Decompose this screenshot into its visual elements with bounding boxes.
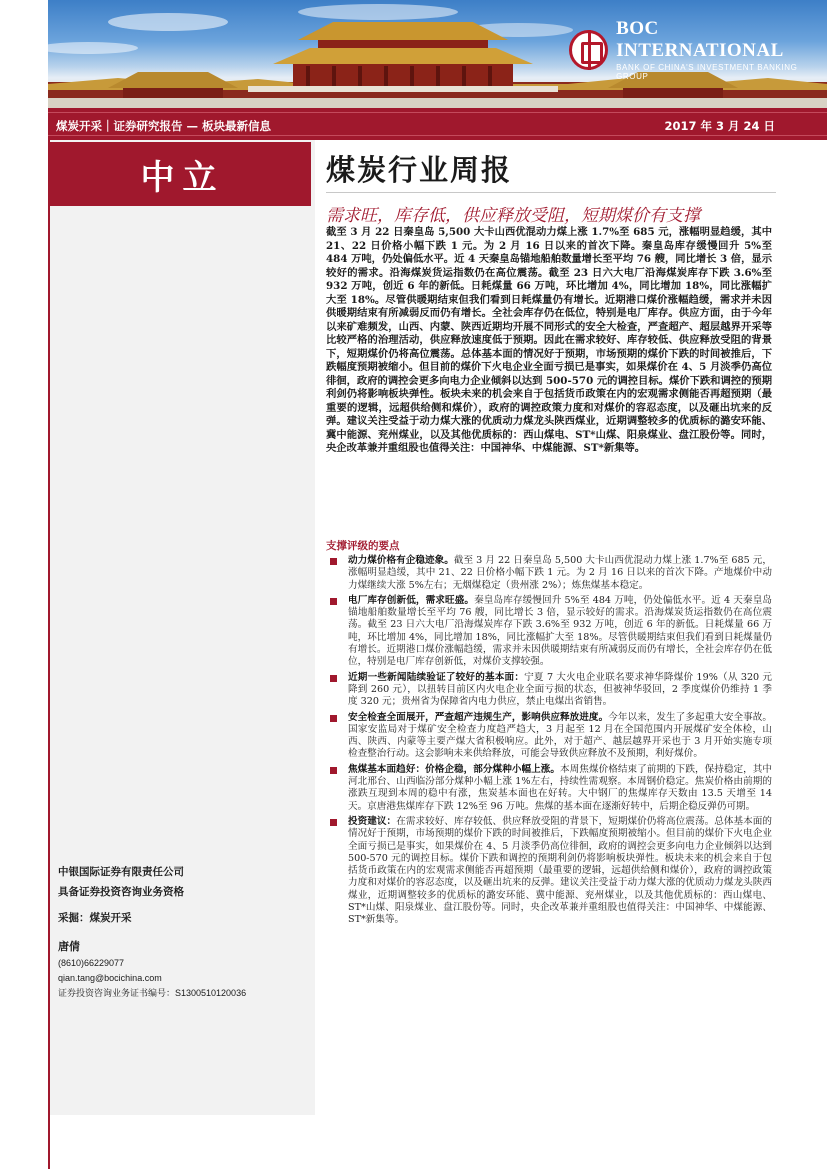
list-item (330, 672, 772, 709)
points-heading: 支撑评级的要点 (326, 540, 400, 552)
analyst-license: 证券投资咨询业务证书编号：S1300510120036 (58, 988, 247, 998)
list-item (330, 816, 772, 927)
boc-logo-icon (569, 30, 608, 70)
point-text: 在需求较好、库存较低、供应释放受阻的背景下，短期煤价仍将高位震荡。总体基本面的情况好于预期，市场预期的煤价下跌的时间被推后，下跌幅度预期被缩小。但目前的煤价下火电企业全面亏损已是事实，如果煤价在 4、5 月淡季仍高位徘徊，政府的调控会更多向电力企业倾斜以达到 500-570 元的调控目标。煤价下跌和调控的预期利剑仍将影响板块弹性。板块未来的机会来自于包括货币政策在内的宏观需求侧能否再超预期（最重要的逻辑，远超供给侧和煤价），政府的调控政策力度和对煤价的容忍态度，以及砸出坑来的反弹。建议关注受益于动力煤大涨的优质动力煤龙头陕西煤业，近期调整较多的优质标的潞安环能、冀中能源、兖州煤业，以及其他优质标的：西山煤电、ST*山煤、阳泉煤业、盘江股份等。同时，央企改革兼并重组股也值得关注：中国神华、中煤能源、ST*新集等。 (348, 815, 772, 926)
page-title: 煤炭行业周报 (326, 153, 513, 187)
point-title: 焦煤基本面趋好：价格企稳，部分煤种小幅上涨。 (348, 763, 561, 775)
list-item (330, 764, 772, 813)
report-date: 2017 年 3 月 24 日 (664, 119, 775, 133)
rating-label: 中立 (140, 158, 225, 198)
square-bullet-icon (330, 819, 337, 826)
square-bullet-icon (330, 675, 337, 682)
analyst-email[interactable]: qian.tang@bocichina.com (58, 973, 162, 983)
report-section-title: 煤炭开采｜证券研究报告 — 板块最新信息 (56, 119, 272, 133)
point-text: 今年以来，发生了多起重大安全事故。国家安监局对于煤矿安全检查力度趋严趋大，3 月起至 12 月在全国范围内开展煤矿安全体检，山西、陕西、内蒙等主要产煤大省积极响应。此外，对于超产、越层越界开采也于 3 月开始实施专项检查整治行动。这会影响未来供给释放，可能会导致供应释放不及预期，利好煤价。 (348, 711, 773, 760)
point-title: 动力煤价格有企稳迹象。 (348, 555, 454, 566)
square-bullet-icon (330, 598, 337, 605)
point-text: 秦皇岛库存缓慢回升 5%至 484 万吨，仍处偏低水平。近 4 天秦皇岛锚地船舶数量增长至平均 76 艘，同比增长 3 倍，显示较好的需求。沿海煤炭货运指数仍在高位震荡。截至 23 日六大电厂沿海煤炭库存下跌 3.6%至 932 万吨，创近 6 年的新低。日耗煤量 66 万吨，环比增加 4%，同比增加 18%，同比涨幅扩大至 18%。尽管供暖期结束但我们看到日耗煤量仍有增长。近期港口煤价涨幅趋缓，需求并未因供暖期结束有所减弱反而仍有增长，全社会库存仍在低位，特别是电厂库存创新低，对煤价支撑较强。 (348, 594, 772, 668)
analyst-phone: (8610)66229077 (58, 958, 125, 968)
key-points-list (330, 555, 772, 930)
point-text: 截至 3 月 22 日秦皇岛 5,500 大卡山西优混动力煤上涨 1.7%至 685 元，涨幅明显趋缓，其中 21、22 日价格小幅下跌 1 元。为 2 月 16 日以来的首次下降。产地煤价中动力煤继续大涨 5%左右；无烟煤稳定（贵州涨 2%）；炼焦煤基本稳定。 (348, 555, 772, 591)
logo-title: BOC INTERNATIONAL (616, 18, 784, 61)
analyst-contact (58, 956, 246, 1001)
list-item (330, 595, 772, 669)
list-item (330, 555, 772, 592)
square-bullet-icon (330, 715, 337, 722)
company-qualification: 具备证券投资咨询业务资格 (58, 886, 184, 898)
square-bullet-icon (330, 767, 337, 774)
title-divider (326, 192, 776, 193)
list-item (330, 712, 772, 761)
point-title: 投资建议： (348, 815, 397, 827)
company-info (58, 862, 184, 902)
summary-paragraph: 截至 3 月 22 日秦皇岛 5,500 大卡山西优混动力煤上涨 1.7%至 685 元，涨幅明显趋缓，其中 21、22 日价格小幅下跌 1 元。为 2 月 16 日以来的首次下降。秦皇岛库存缓慢回升 5%至 484 万吨，仍处偏低水平。近 4 天秦皇岛锚地船舶数量增长至平均 76 艘，同比增长 3 倍，显示较好的需求。沿海煤炭货运指数仍在高位震荡。截至 23 日六大电厂沿海煤炭库存下跌 3.6%至 932 万吨，创近 6 年的新低。日耗煤量 66 万吨，环比增加 4%，同比增加 18%，同比涨幅扩大至 18%。尽管供暖期结束但我们看到日耗煤量仍有增长。近期港口煤价涨幅趋缓，需求并未因供暖期结束有所减弱反而仍有增长。全社会库存仍在低位，特别是电厂库存。供应方面，由于今年以来矿难频发，山西、内蒙、陕西近期均开展不同形式的安全大检查，严查超产、超层越界开采等比较严格的治理活动，供应释放速度低于预期。因此在需求较好、库存较低、供应释放受阻的背景下，短期煤价仍将高位震荡。总体基本面的情况好于预期，市场预期的煤价下跌的时间被推后，下跌幅度预期被缩小。但目前的煤价下火电企业全面亏损已是事实，如果煤价在 4、5 月淡季仍高位徘徊，政府的调控会更多向电力企业倾斜以达到 500-570 元的调控目标。煤价下跌和调控的预期利剑仍将影响板块弹性。板块未来的机会来自于包括货币政策在内的宏观需求侧能否再超预期（最重要的逻辑，远超供给侧和煤价），政府的调控政策力度和对煤价的容忍态度，以及砸出坑来的反弹。建议关注受益于动力煤大涨的优质动力煤龙头陕西煤业，近期调整较多的优质标的潞安环能、冀中能源、兖州煤业，以及其他优质标的：西山煤电、ST*山煤、阳泉煤业、盘江股份等。同时，央企改革兼并重组股也值得关注：中国神华、中煤能源、ST*新集等。 (326, 226, 772, 454)
point-title: 安全检查全面展开，严查超产违规生产，影响供应释放进度。 (348, 711, 609, 723)
header-banner (48, 0, 827, 108)
point-text: 本周焦煤价格结束了前期的下跌，保持稳定，其中河北邢台、山西临汾部分煤种小幅上涨 1%左右，持续性需观察。本周钢价稳定。焦炭价格由前期的涨跌互现到本周的稳中有涨，焦炭基本面也在好转。大中钢厂的焦煤库存天数由 13.5 天增至 14 天。京唐港焦煤库存下跌 12%至 96 万吨。焦煤的基本面在逐渐好转中，后期企稳反弹仍可期。 (348, 763, 773, 812)
logo-subtitle: BANK OF CHINA'S INVESTMENT BANKING GROUP (616, 63, 798, 81)
analyst-name: 唐倩 (58, 940, 80, 953)
square-bullet-icon (330, 558, 337, 565)
boc-international-logo (569, 18, 827, 81)
point-text: 宁夏 7 大火电企业联名要求神华降煤价 19%（从 320 元降到 260 元），以扭转目前区内火电企业全面亏损的状态，但被神华驳回，2 季度煤价仍维持 1 季度 320 元；贵州省为保障省内电力供应，禁止电煤出省销售。 (348, 671, 772, 708)
section-bar (48, 108, 827, 140)
company-name: 中银国际证券有限责任公司 (58, 866, 184, 878)
point-title: 近期一些新闻陆续验证了较好的基本面： (348, 671, 525, 683)
point-title: 电厂库存创新低，需求旺盛。 (348, 594, 475, 606)
sector-label: 采掘：煤炭开采 (58, 912, 132, 924)
page-subtitle: 需求旺，库存低，供应释放受阻，短期煤价有支撑 (326, 206, 700, 226)
